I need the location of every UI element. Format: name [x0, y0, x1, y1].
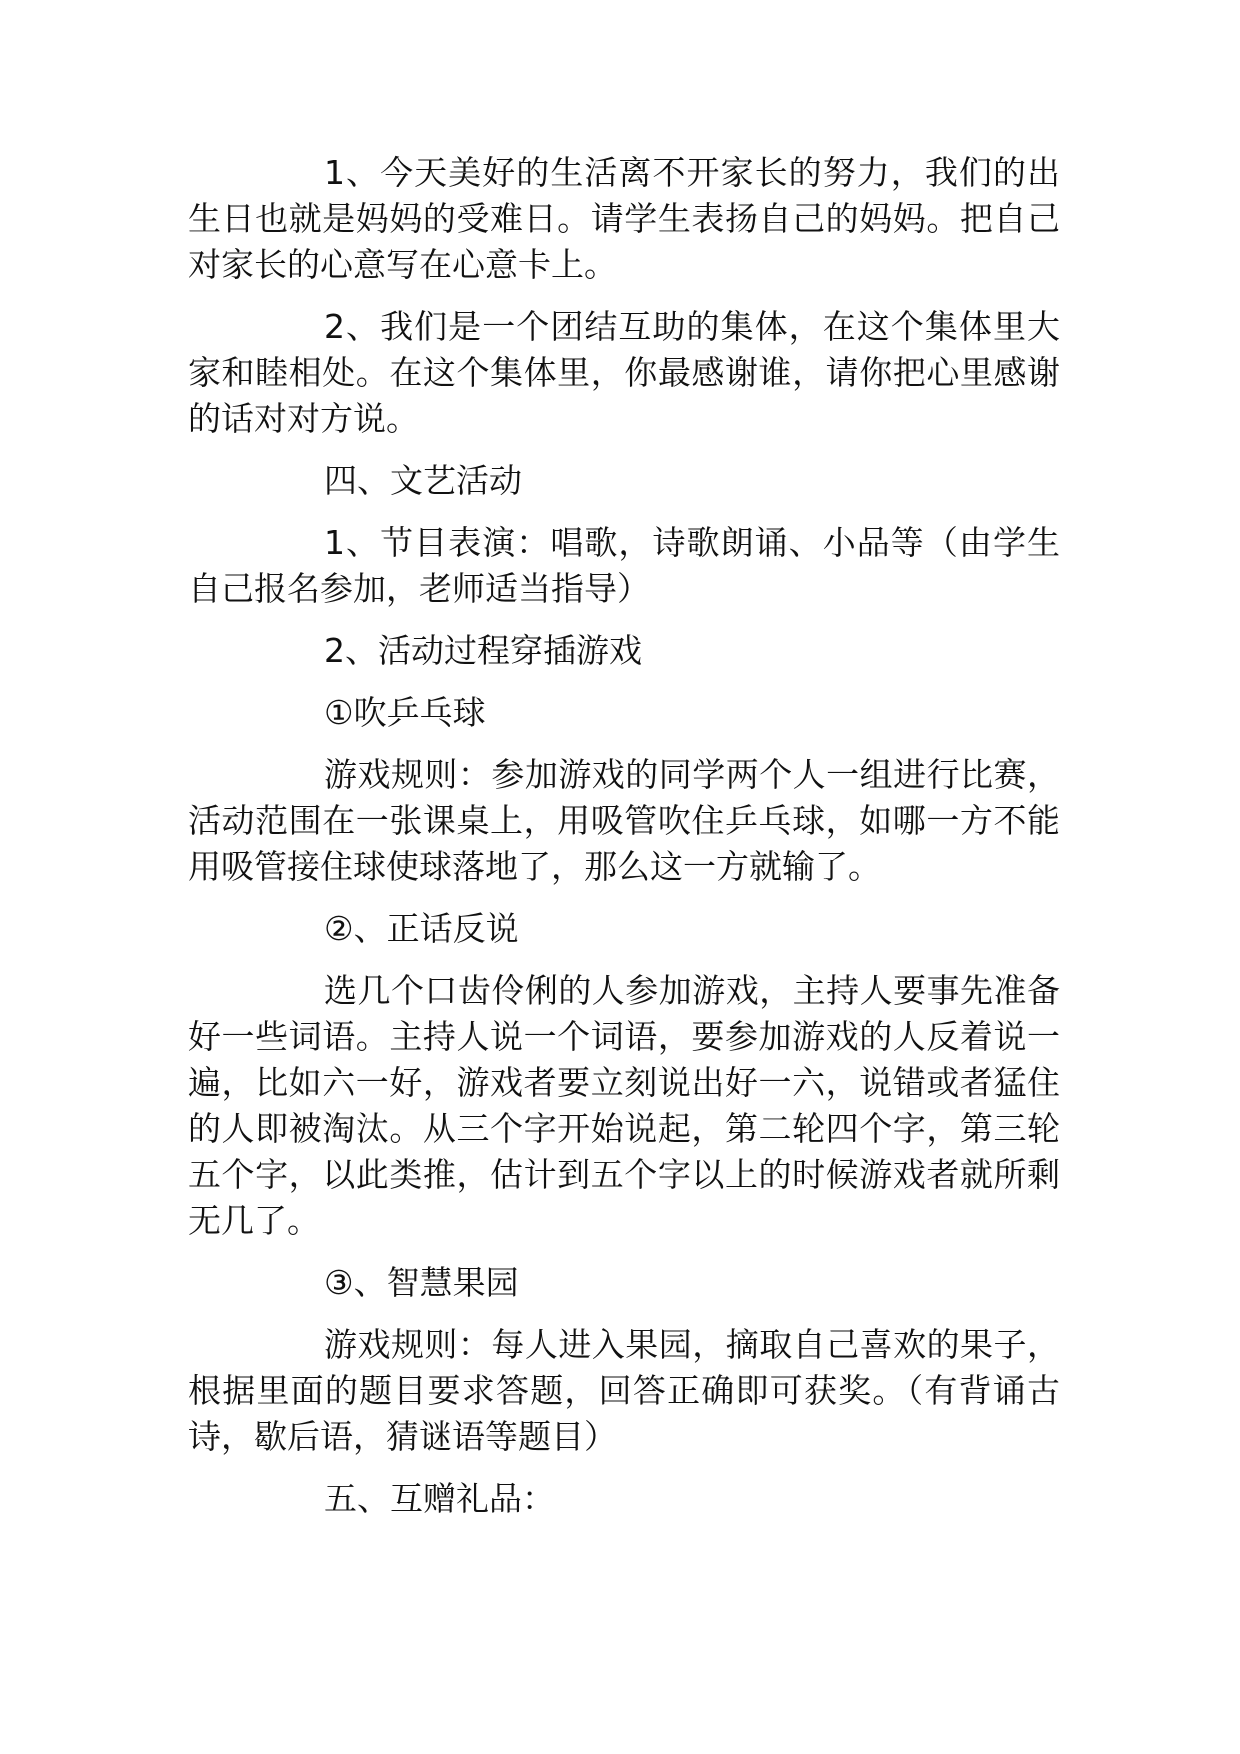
paragraph-program-show: 1、节目表演：唱歌，诗歌朗诵、小品等（由学生自己报名参加，老师适当指导）: [188, 523, 1060, 608]
paragraph-games-intro: 2、活动过程穿插游戏: [324, 631, 642, 670]
game-title-ping-pong: ①吹乒乓球: [324, 693, 486, 732]
paragraph-ping-pong-rules: 游戏规则：参加游戏的同学两个人一组进行比赛，活动范围在一张课桌上，用吸管吹住乒乓球，如哪一方不能用吸管接住球使球落地了，那么这一方就输了。: [188, 755, 1060, 886]
paragraph-wisdom-orchard-rules: 游戏规则：每人进入果园，摘取自己喜欢的果子，根据里面的题目要求答题，回答正确即可获奖。（有背诵古诗，歇后语，猜谜语等题目）: [188, 1325, 1060, 1456]
section-heading-performances: 四、文艺活动: [324, 461, 522, 500]
document-body: [188, 150, 1060, 1538]
paragraph-thanks-parents: 1、今天美好的生活离不开家长的努力，我们的出生日也就是妈妈的受难日。请学生表扬自己的妈妈。把自己对家长的心意写在心意卡上。: [188, 153, 1060, 284]
paragraph-thanks-classmates: 2、我们是一个团结互助的集体，在这个集体里大家和睦相处。在这个集体里，你最感谢谁，请你把心里感谢的话对对方说。: [188, 307, 1060, 438]
section-heading-gifts: 五、互赠礼品：: [324, 1479, 555, 1518]
game-title-reverse-words: ②、正话反说: [324, 909, 519, 948]
paragraph-reverse-words-rules: 选几个口齿伶俐的人参加游戏，主持人要事先准备好一些词语。主持人说一个词语，要参加游戏的人反着说一遍，比如六一好，游戏者要立刻说出好一六，说错或者猛住的人即被淘汰。从三个字开始说起，第二轮四个字，第三轮五个字，以此类推，估计到五个字以上的时候游戏者就所剩无几了。: [188, 971, 1060, 1240]
game-title-wisdom-orchard: ③、智慧果园: [324, 1263, 519, 1302]
